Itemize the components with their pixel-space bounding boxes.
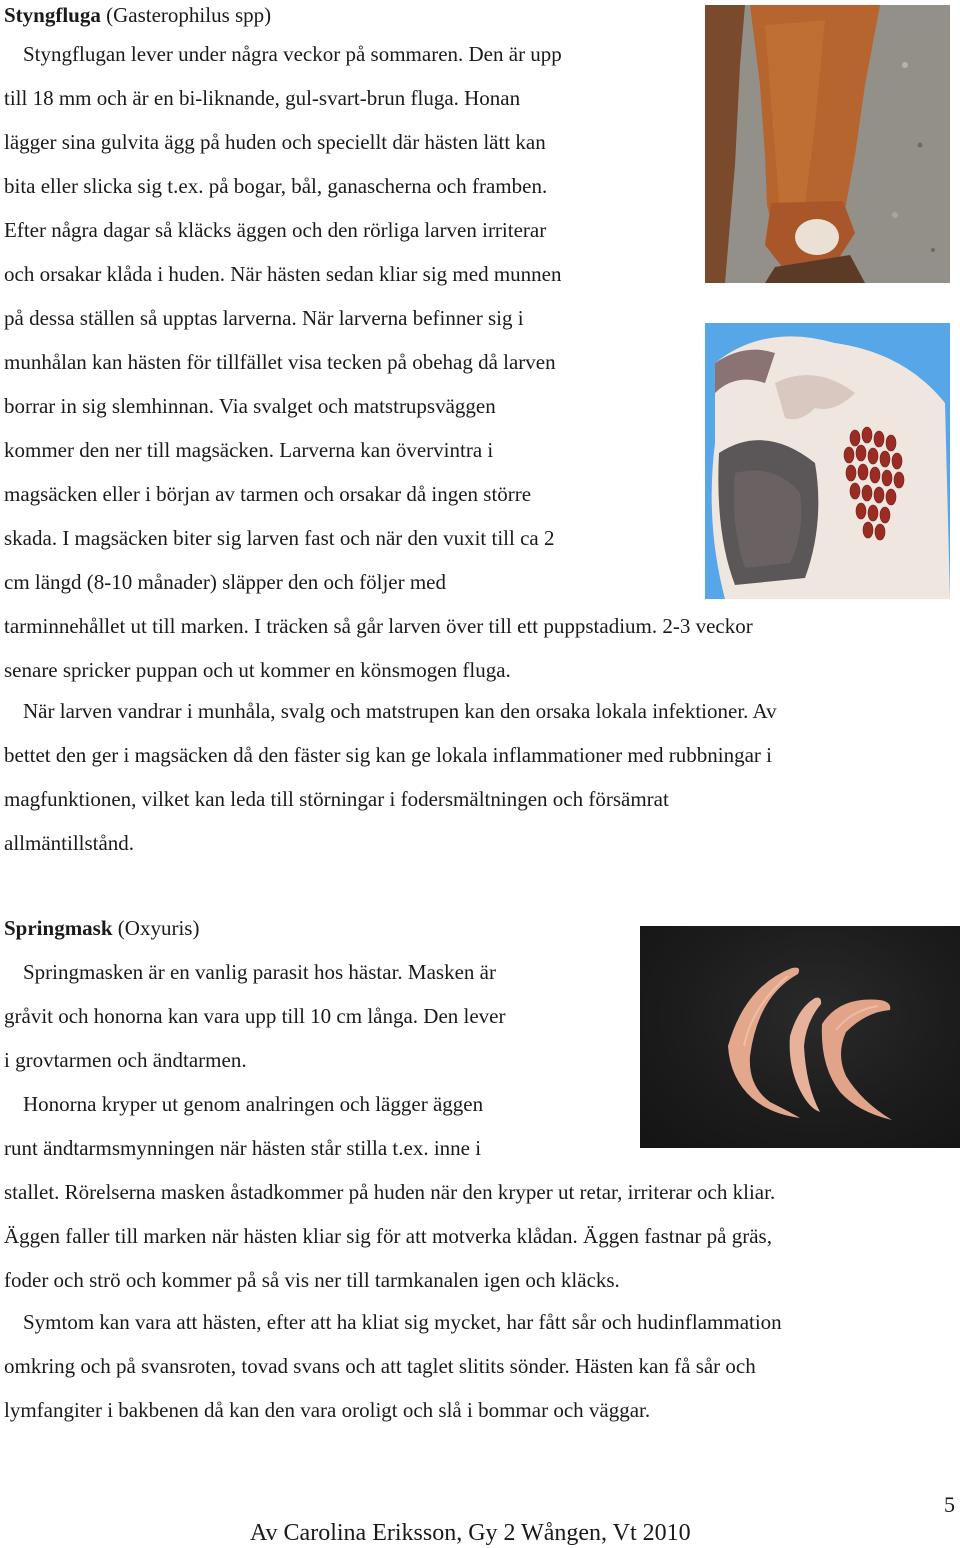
footer-credit: Av Carolina Eriksson, Gy 2 Wången, Vt 2010 — [250, 1520, 691, 1546]
text-line: i grovtarmen och ändtarmen. — [4, 1048, 247, 1072]
text-line: gråvit och honorna kan vara upp till 10 cm långa. Den lever — [4, 1004, 506, 1028]
paragraph-springmask-symptoms — [4, 1300, 782, 1432]
text-line: Springmasken är en vanlig parasit hos hästar. Masken är — [23, 960, 496, 984]
text-line: omkring och på svansroten, tovad svans och att taglet slitits sönder. Hästen kan få sår och — [4, 1354, 756, 1378]
text-line: Styngflugan lever under några veckor på sommaren. Den är upp — [23, 42, 562, 66]
heading-term: Springmask — [4, 916, 113, 940]
pinworms-photo — [640, 926, 960, 1148]
text-line: senare spricker puppan och ut kommer en könsmogen fluga. — [4, 658, 511, 682]
horse-leg-photo — [705, 5, 950, 283]
text-line: När larven vandrar i munhåla, svalg och matstrupen kan den orsaka lokala infektioner. Av — [23, 699, 777, 723]
text-line: allmäntillstånd. — [4, 831, 135, 855]
text-line: lymfangiter i bakbenen då kan den vara oroligt och slå i bommar och väggar. — [4, 1398, 651, 1422]
text-line: till 18 mm och är en bi-liknande, gul-svart-brun fluga. Honan — [4, 86, 521, 110]
paragraph-springmask-description — [4, 950, 506, 1082]
heading-term: Styngfluga — [4, 3, 101, 27]
page-number: 5 — [944, 1492, 955, 1517]
text-line: magsäcken eller i början av tarmen och orsakar då ingen större — [4, 482, 532, 506]
section-heading-springmask — [4, 915, 199, 941]
text-line: Efter några dagar så kläcks äggen och den rörliga larven irriterar — [4, 218, 547, 242]
paragraph-styngfluga-lifecycle — [4, 32, 753, 692]
text-line: på dessa ställen så upptas larverna. När larverna befinner sig i — [4, 306, 524, 330]
text-line: bettet den ger i magsäcken då den fäster sig kan ge lokala inflammationer med rubbningar i — [4, 743, 772, 767]
text-line: borrar in sig slemhinnan. Via svalget och matstrupsväggen — [4, 394, 496, 418]
text-line: skada. I magsäcken biter sig larven fast och när den vuxit till ca 2 — [4, 526, 555, 550]
text-line: runt ändtarmsmynningen när hästen står stilla t.ex. inne i — [4, 1136, 482, 1160]
heading-latin: (Gasterophilus spp) — [100, 3, 272, 27]
section-heading-styngfluga — [4, 2, 271, 28]
text-line: Symtom kan vara att hästen, efter att ha kliat sig mycket, har fått sår och hudinflammation — [23, 1310, 782, 1334]
text-line: magfunktionen, vilket kan leda till störningar i fodersmältningen och försämrat — [4, 787, 669, 811]
text-line: munhålan kan hästen för tillfället visa tecken på obehag då larven — [4, 350, 556, 374]
text-line: kommer den ner till magsäcken. Larverna kan övervintra i — [4, 438, 494, 462]
text-line: Honorna kryper ut genom analringen och lägger äggen — [23, 1092, 484, 1116]
text-line: foder och strö och kommer på så vis ner till tarmkanalen igen och kläcks. — [4, 1268, 620, 1292]
text-line: och orsakar klåda i huden. När hästen sedan kliar sig med munnen — [4, 262, 562, 286]
text-line: lägger sina gulvita ägg på huden och speciellt där hästen lätt kan — [4, 130, 546, 154]
text-line: tarminnehållet ut till marken. I träcken så går larven över till ett puppstadium. 2-3 veckor — [4, 614, 753, 638]
text-line: bita eller slicka sig t.ex. på bogar, bål, ganascherna och framben. — [4, 174, 548, 198]
paragraph-styngfluga-symptoms — [4, 689, 777, 865]
text-line: Äggen faller till marken när hästen kliar sig för att motverka klådan. Äggen fastnar på gräs, — [4, 1224, 772, 1248]
text-line: stallet. Rörelserna masken åstadkommer på huden när den kryper ut retar, irriterar och kliar. — [4, 1180, 776, 1204]
heading-latin: (Oxyuris) — [112, 916, 200, 940]
text-line: cm längd (8-10 månader) släpper den och följer med — [4, 570, 446, 594]
stomach-larvae-photo — [705, 323, 950, 599]
